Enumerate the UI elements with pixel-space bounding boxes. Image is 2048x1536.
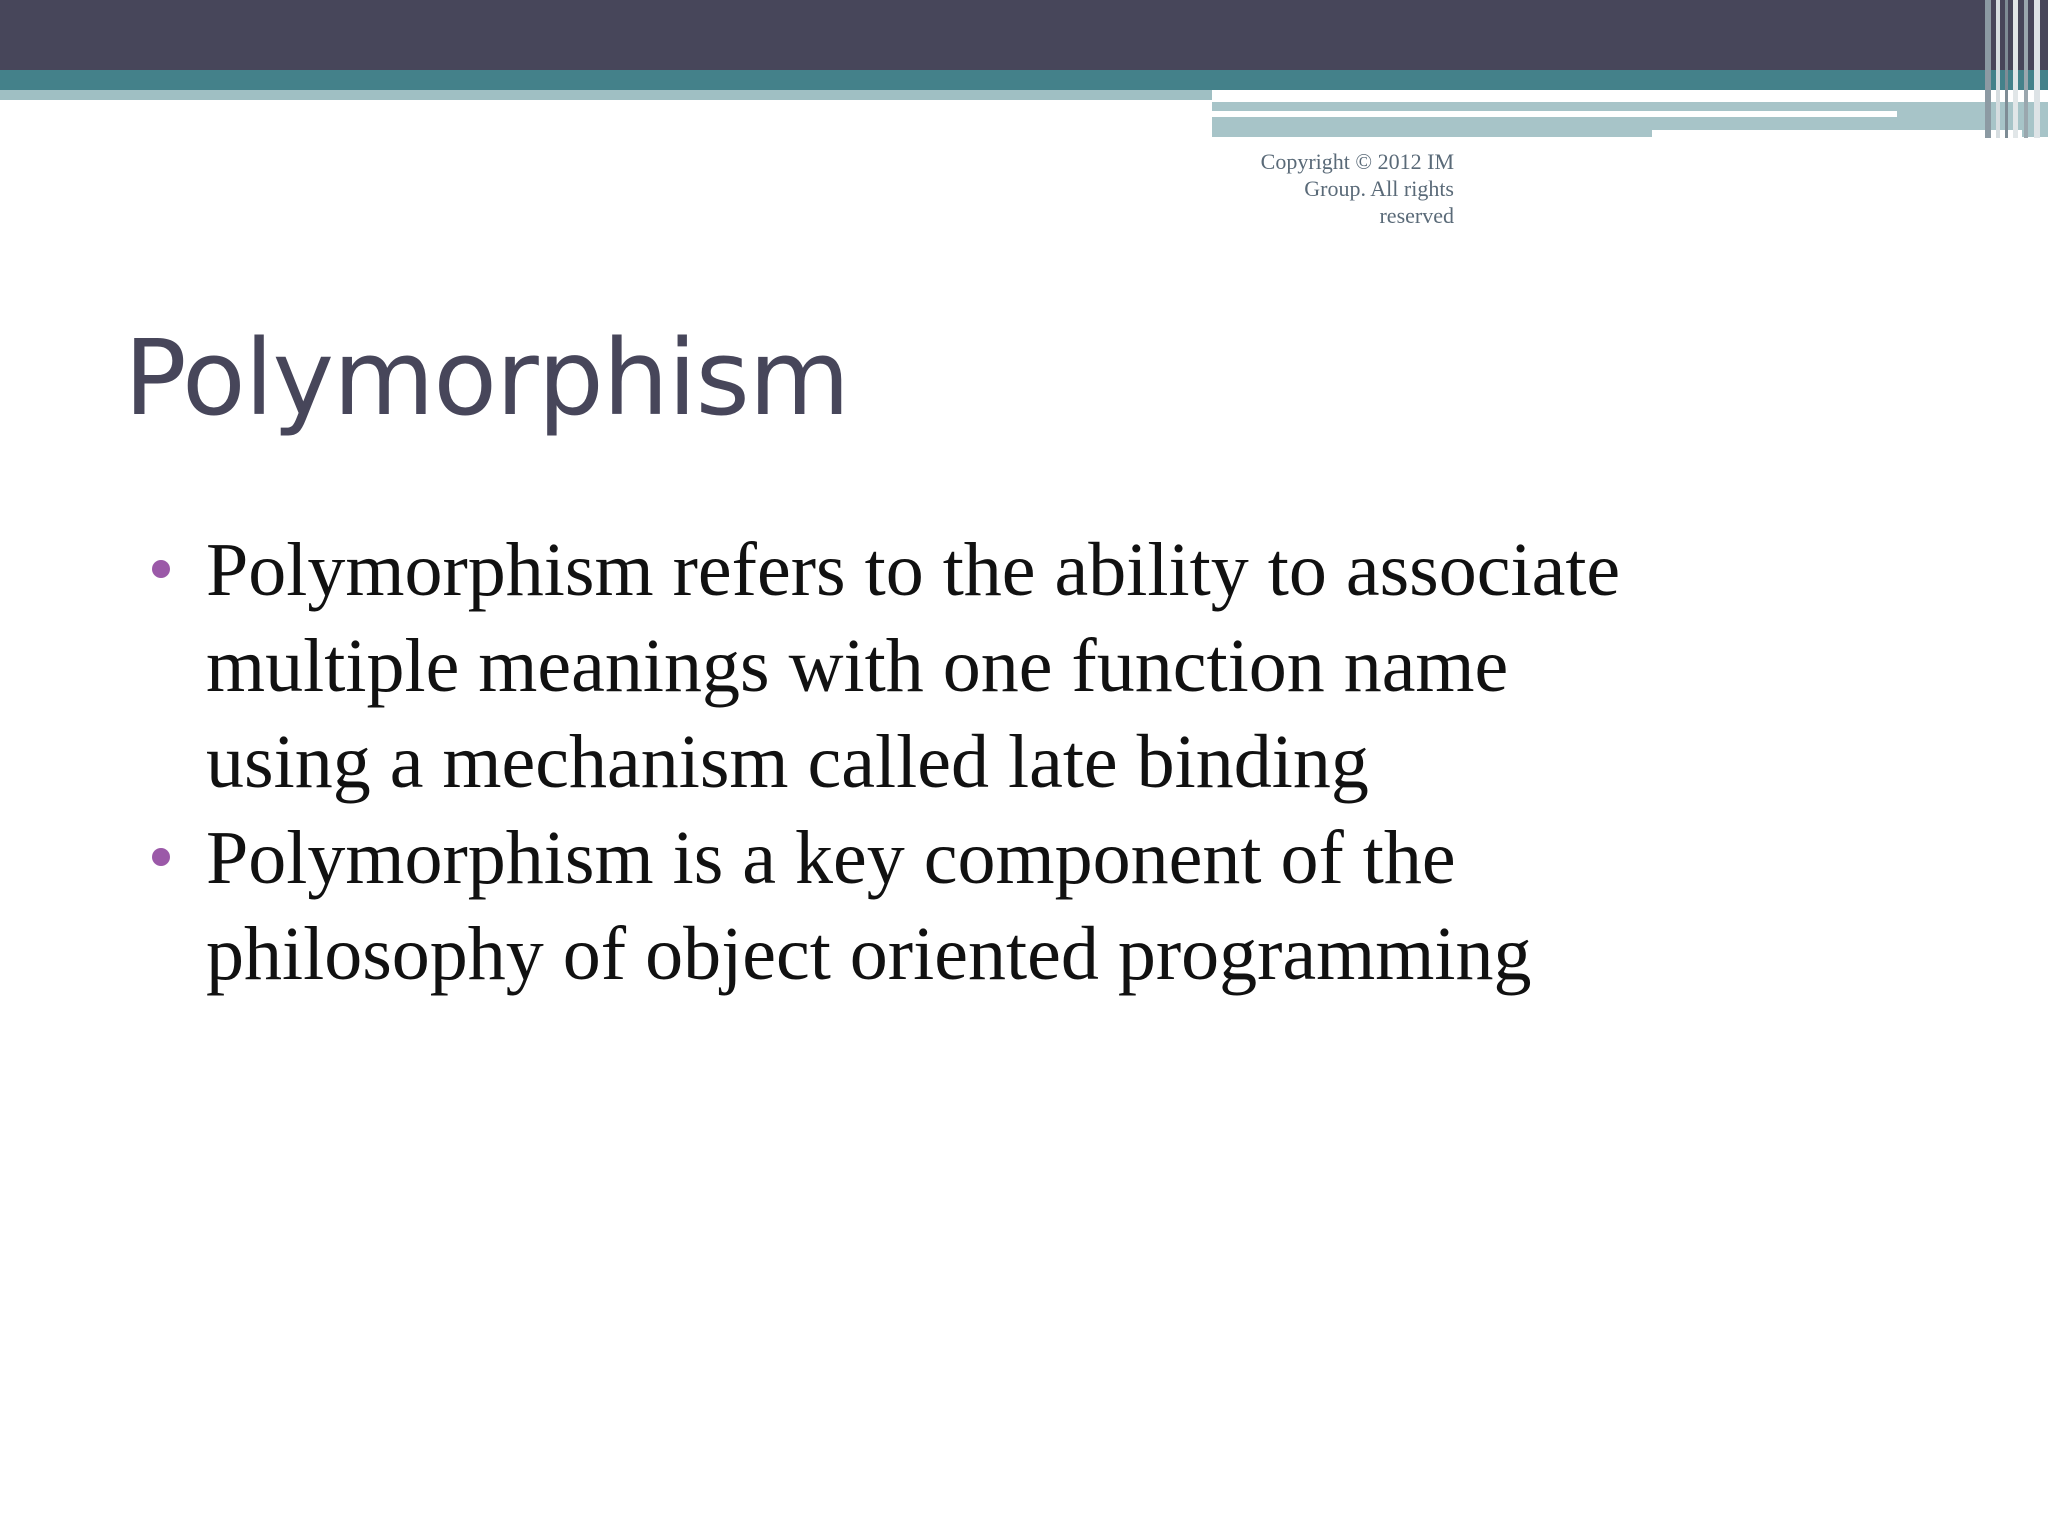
copyright-notice [1180, 148, 1454, 229]
header-stripe [1985, 0, 1991, 138]
bullet-line: philosophy of object oriented programming [206, 912, 1532, 996]
header-stripe [2024, 0, 2028, 138]
copyright-line: Group. All rights [1304, 176, 1454, 201]
bullet-list [146, 522, 1926, 1002]
header-white-line [1212, 111, 1897, 117]
bullet-line: using a mechanism called late binding [206, 720, 1369, 804]
bullet-dot-icon [152, 848, 170, 866]
bullet-dot-icon [152, 560, 170, 578]
header-stripe [2005, 0, 2008, 138]
bullet-line: multiple meanings with one function name [206, 624, 1509, 708]
header-stripe [1996, 0, 2000, 138]
bullet-text [206, 522, 1926, 810]
bullet-line: Polymorphism refers to the ability to associate [206, 528, 1621, 612]
bullet-item [146, 810, 1926, 1002]
header-stripe [2034, 0, 2040, 138]
header-band-light-left [0, 90, 1212, 100]
header-stripe [2013, 0, 2018, 138]
header-band-cutout [1652, 130, 2022, 142]
copyright-line: Copyright © 2012 IM [1260, 149, 1454, 174]
header-band-dark [0, 0, 2048, 70]
bullet-item [146, 522, 1926, 810]
copyright-line: reserved [1379, 203, 1454, 228]
slide-title: Polymorphism [124, 317, 850, 439]
bullet-line: Polymorphism is a key component of the [206, 816, 1456, 900]
bullet-text [206, 810, 1926, 1002]
header-band-teal [0, 70, 2048, 90]
